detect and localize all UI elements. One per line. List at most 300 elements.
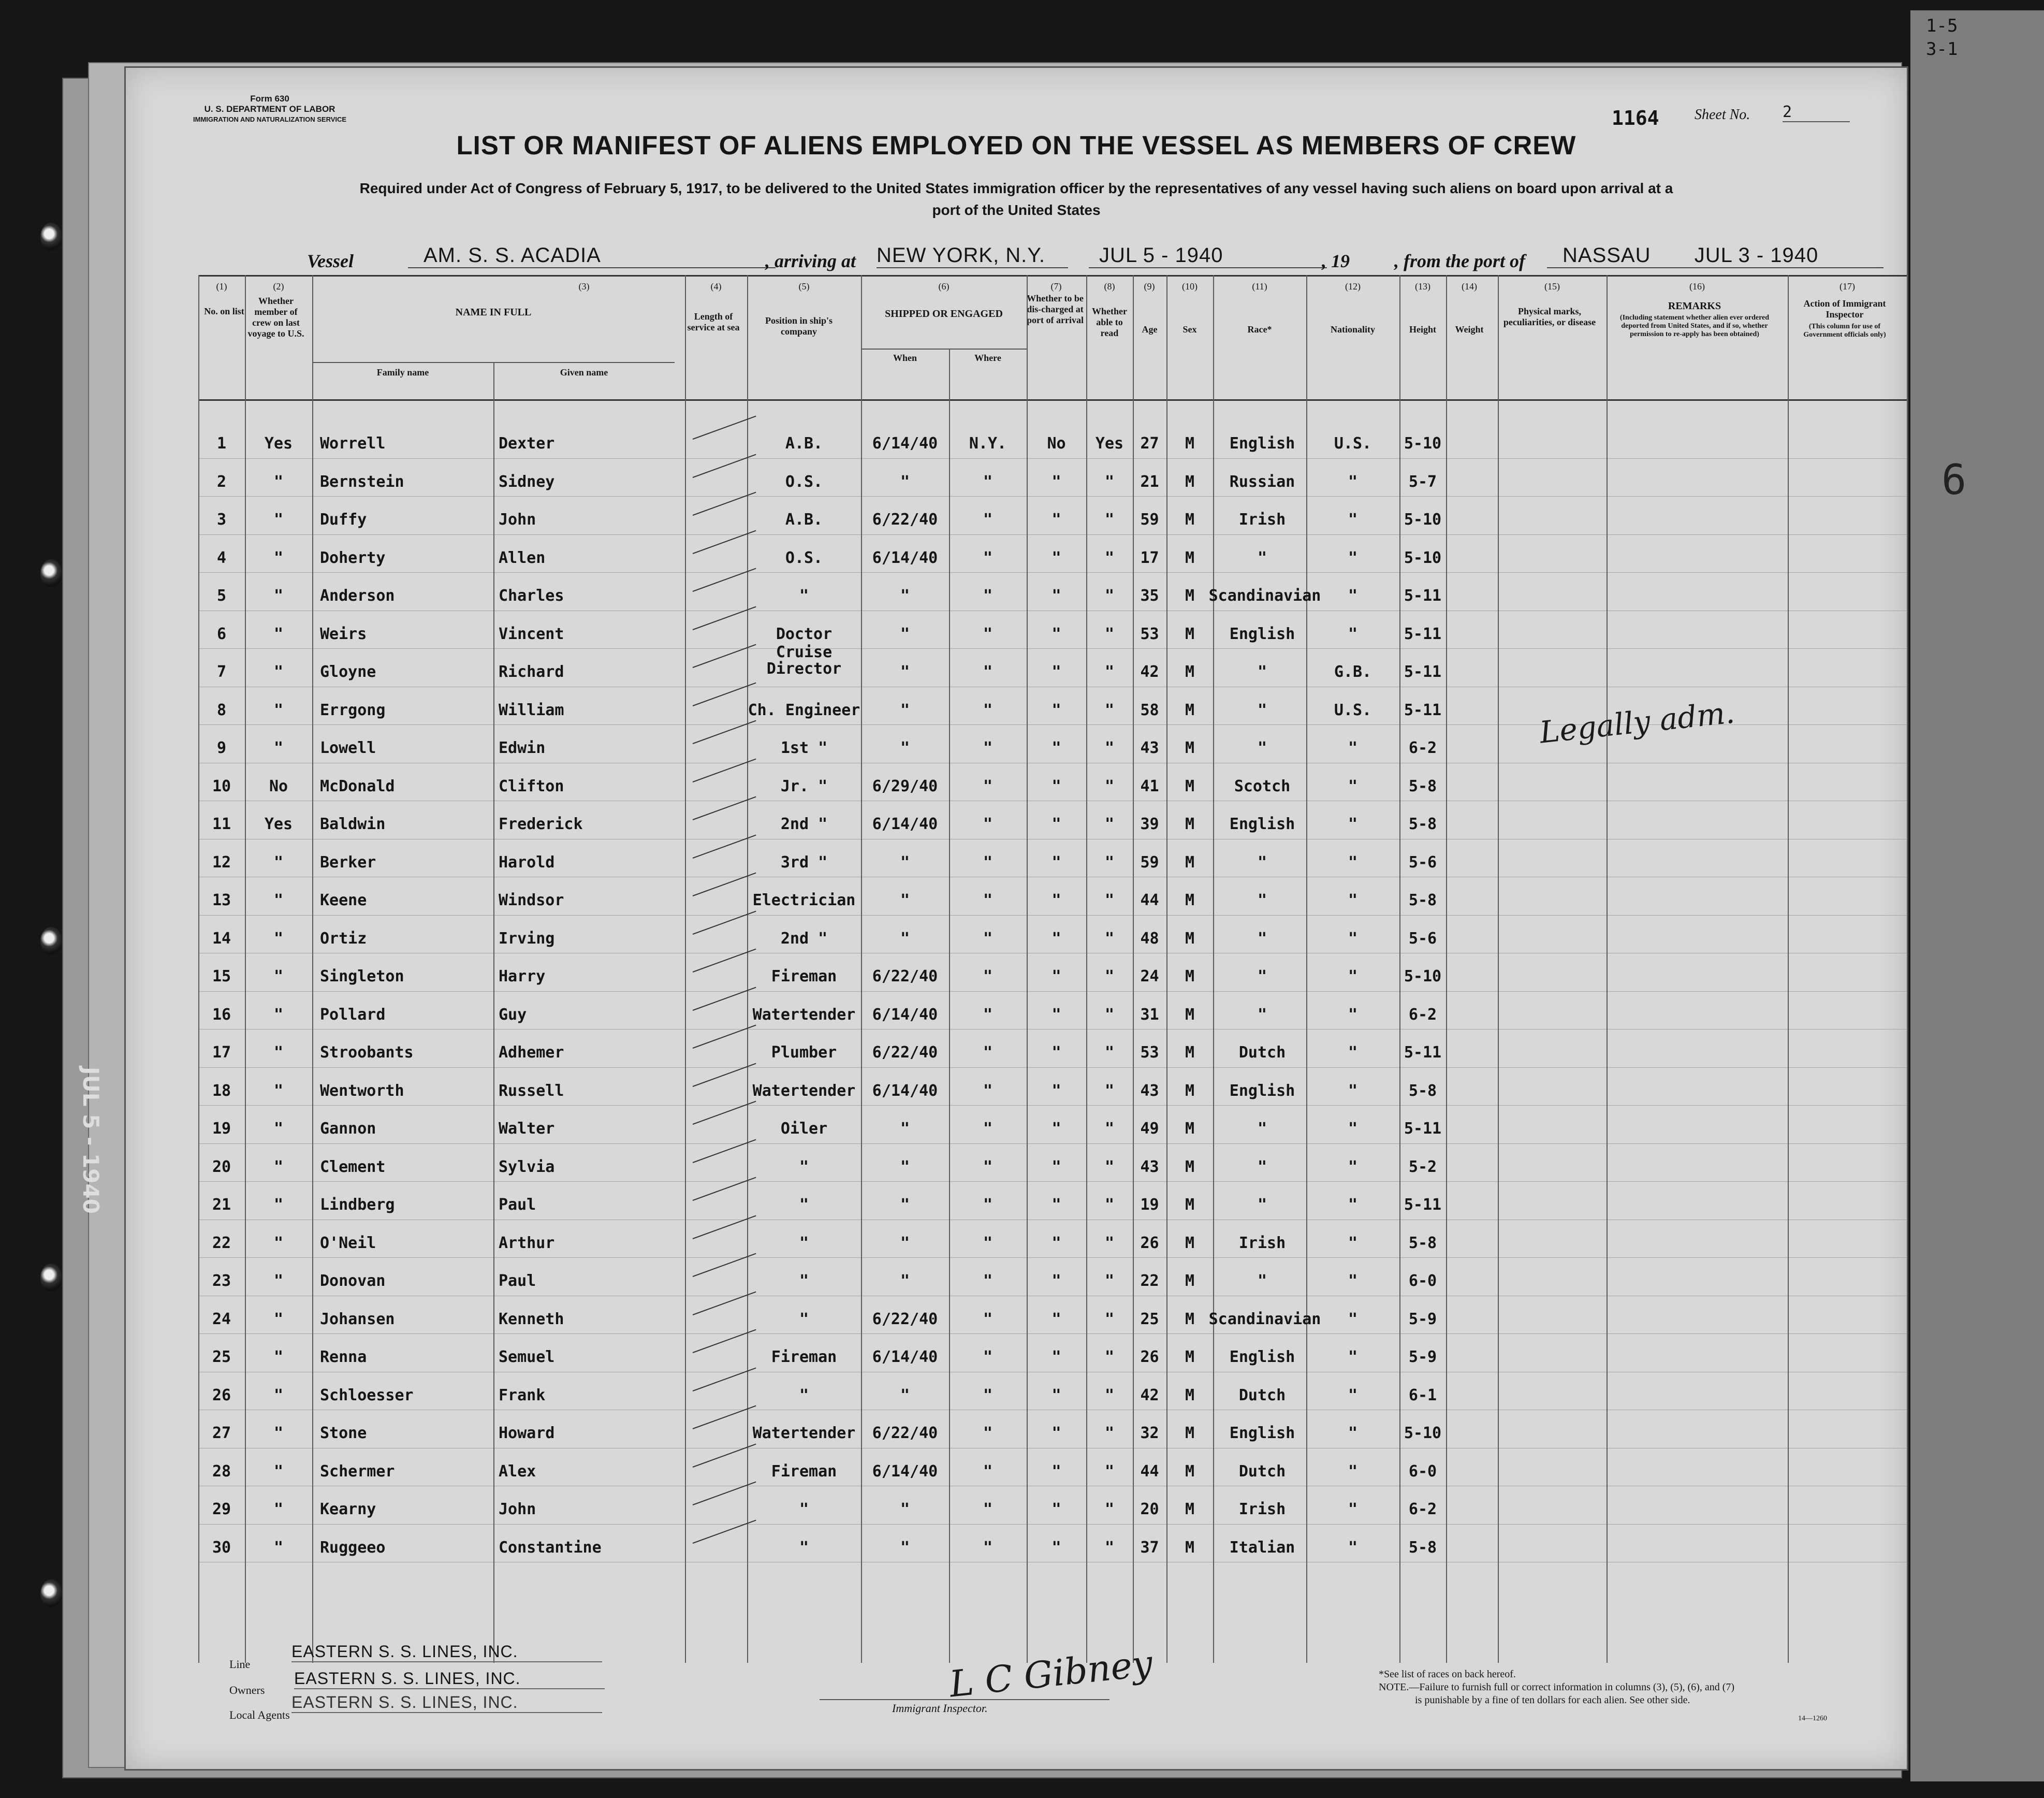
cell-family-name: Ruggeeo: [320, 1538, 386, 1557]
cell-race: ": [1257, 1196, 1267, 1214]
cell-race: English: [1229, 1348, 1295, 1366]
cell-given-name: Russell: [499, 1081, 564, 1100]
cell-last-voyage: ": [273, 1043, 284, 1062]
cell-given-name: Charles: [499, 587, 564, 605]
cell-race: English: [1229, 815, 1295, 833]
cell-race: English: [1229, 1424, 1295, 1442]
cell-list-number: 7: [216, 663, 227, 681]
cell-family-name: Stroobants: [320, 1043, 414, 1062]
cell-position: ": [799, 1310, 809, 1328]
header-physical-marks: Physical marks, peculiarities, or disease: [1503, 306, 1596, 327]
local-agents-value: EASTERN S. S. LINES, INC.: [291, 1693, 602, 1713]
cell-shipped-where: ": [983, 815, 993, 833]
cell-sex: M: [1185, 1120, 1195, 1138]
cell-age: 59: [1140, 511, 1159, 529]
row-rule: [198, 1143, 1907, 1144]
cell-given-name: Sylvia: [499, 1157, 555, 1176]
cell-discharged: ": [1052, 1081, 1061, 1100]
cell-able-to-read: ": [1104, 1005, 1115, 1024]
cell-shipped-when: 6/29/40: [872, 777, 938, 795]
cell-race: Italian: [1229, 1538, 1295, 1557]
cell-nationality: ": [1348, 548, 1358, 567]
cell-age: 19: [1140, 1196, 1159, 1214]
cell-able-to-read: ": [1104, 511, 1115, 529]
cell-discharged: ": [1052, 1043, 1061, 1062]
penalty-note-2: is punishable by a fine of ten dollars for each alien. See other side.: [1415, 1694, 1690, 1706]
cell-shipped-where: ": [983, 1157, 993, 1176]
cell-family-name: Schloesser: [320, 1386, 414, 1404]
sheet-label: Sheet No.: [1695, 107, 1750, 123]
cell-age: 44: [1140, 891, 1159, 909]
cell-position: Plumber: [771, 1043, 837, 1062]
column-number: (11): [1252, 281, 1267, 292]
column-rule: [1907, 275, 1908, 1663]
cell-position: Ch. Engineer: [748, 701, 860, 719]
header-sex: Sex: [1182, 324, 1197, 335]
cell-discharged: ": [1052, 587, 1061, 605]
binder-hole: [40, 223, 62, 251]
cell-race: Irish: [1238, 511, 1286, 529]
cell-sex: M: [1185, 1196, 1195, 1214]
cell-last-voyage: ": [273, 1196, 284, 1214]
cell-family-name: Stone: [320, 1424, 367, 1442]
cell-last-voyage: ": [273, 1538, 284, 1557]
cell-given-name: Richard: [499, 663, 564, 681]
header-where: Where: [974, 353, 1001, 363]
cell-able-to-read: ": [1104, 1043, 1115, 1062]
cell-discharged: ": [1052, 663, 1061, 681]
cell-given-name: Windsor: [499, 891, 564, 909]
cell-shipped-where: ": [983, 1196, 993, 1214]
shipped-sub-rule: [861, 349, 1027, 350]
cell-able-to-read: ": [1104, 853, 1115, 872]
cell-sex: M: [1185, 548, 1195, 567]
cell-able-to-read: ": [1104, 1310, 1115, 1328]
cell-family-name: Renna: [320, 1348, 367, 1366]
cell-sex: M: [1185, 663, 1195, 681]
cell-sex: M: [1185, 1386, 1195, 1404]
cell-nationality: G.B.: [1334, 663, 1372, 681]
cell-family-name: Wentworth: [320, 1081, 404, 1100]
column-rule: [312, 275, 313, 1663]
cell-shipped-where: ": [983, 548, 993, 567]
cell-list-number: 1: [216, 434, 227, 453]
cell-discharged: No: [1047, 434, 1066, 453]
row-rule: [198, 1067, 1907, 1068]
cell-shipped-where: ": [983, 1538, 993, 1557]
cell-age: 31: [1140, 1005, 1159, 1024]
cell-family-name: Worrell: [320, 434, 386, 453]
cell-age: 26: [1140, 1348, 1159, 1366]
cell-shipped-when: 6/14/40: [872, 1462, 938, 1481]
year-label: , 19: [1322, 251, 1350, 271]
cell-able-to-read: ": [1104, 663, 1115, 681]
cell-last-voyage: ": [273, 967, 284, 985]
cell-list-number: 16: [212, 1005, 231, 1024]
column-number: (1): [216, 281, 227, 292]
cell-shipped-where: ": [983, 663, 993, 681]
cell-age: 32: [1140, 1424, 1159, 1442]
cell-given-name: Arthur: [499, 1234, 555, 1252]
local-agents-label: Local Agents: [229, 1708, 290, 1721]
cell-discharged: ": [1052, 1386, 1061, 1404]
cell-age: 21: [1140, 472, 1159, 491]
cell-shipped-when: 6/22/40: [872, 1424, 938, 1442]
column-number: (15): [1544, 281, 1560, 292]
cell-discharged: ": [1052, 1234, 1061, 1252]
cell-list-number: 13: [212, 891, 231, 909]
row-rule: [198, 991, 1907, 992]
cell-list-number: 5: [216, 587, 227, 605]
header-position: Position in ship's company: [765, 315, 833, 337]
cell-last-voyage: ": [273, 1386, 284, 1404]
cell-age: 37: [1140, 1538, 1159, 1557]
column-number: (4): [710, 281, 722, 292]
cell-height: 6-0: [1408, 1462, 1437, 1481]
cell-shipped-when: ": [900, 891, 910, 909]
cell-family-name: Doherty: [320, 548, 386, 567]
cell-shipped-where: ": [983, 853, 993, 872]
cell-shipped-when: ": [900, 472, 910, 491]
column-rule: [493, 362, 494, 1663]
header-inspector-action-sub: (This column for use of Government officials only): [1803, 323, 1886, 339]
cell-last-voyage: ": [273, 701, 284, 719]
cell-sex: M: [1185, 1005, 1195, 1024]
cell-list-number: 18: [212, 1081, 231, 1100]
cell-shipped-where: ": [983, 929, 993, 948]
row-rule: [198, 1333, 1907, 1334]
header-nationality: Nationality: [1330, 324, 1375, 335]
cell-height: 5-11: [1404, 663, 1442, 681]
header-age: Age: [1142, 324, 1158, 335]
margin-note-top-1: 1-5: [1926, 16, 1958, 36]
cell-list-number: 24: [212, 1310, 231, 1328]
column-number: (12): [1345, 281, 1361, 292]
cell-list-number: 29: [212, 1500, 231, 1518]
cell-race: Irish: [1238, 1234, 1286, 1252]
binder-hole: [40, 1264, 62, 1292]
cell-height: 6-0: [1408, 1272, 1437, 1290]
cell-last-voyage: ": [273, 1157, 284, 1176]
cell-sex: M: [1185, 1081, 1195, 1100]
left-received-stamp: JUL 5 - 1940: [78, 1067, 104, 1214]
cell-sex: M: [1185, 815, 1195, 833]
cell-list-number: 26: [212, 1386, 231, 1404]
cell-race: ": [1257, 891, 1267, 909]
cell-age: 42: [1140, 663, 1159, 681]
cell-age: 22: [1140, 1272, 1159, 1290]
header-when: When: [893, 353, 917, 363]
manifest-page: [124, 66, 1908, 1771]
column-number: (9): [1144, 281, 1155, 292]
cell-race: English: [1229, 625, 1295, 643]
cell-sex: M: [1185, 1424, 1195, 1442]
cell-last-voyage: ": [273, 1272, 284, 1290]
cell-position: O.S.: [785, 548, 823, 567]
cell-able-to-read: Yes: [1095, 434, 1124, 453]
cell-position: O.S.: [785, 472, 823, 491]
departure-date: JUL 3 - 1940: [1694, 244, 1819, 267]
cell-age: 17: [1140, 548, 1159, 567]
cell-nationality: ": [1348, 777, 1358, 795]
line-label: Line: [229, 1658, 251, 1671]
cell-shipped-when: ": [900, 1120, 910, 1138]
cell-nationality: U.S.: [1334, 434, 1372, 453]
header-bottom-rule: [198, 399, 1907, 401]
cell-last-voyage: ": [273, 472, 284, 491]
cell-list-number: 15: [212, 967, 231, 985]
cell-height: 5-11: [1404, 1120, 1442, 1138]
cell-given-name: Vincent: [499, 625, 564, 643]
cell-able-to-read: ": [1104, 1272, 1115, 1290]
cell-nationality: ": [1348, 1538, 1358, 1557]
cell-family-name: Singleton: [320, 967, 404, 985]
cell-able-to-read: ": [1104, 587, 1115, 605]
cell-list-number: 10: [212, 777, 231, 795]
cell-given-name: Paul: [499, 1272, 536, 1290]
cell-able-to-read: ": [1104, 1120, 1115, 1138]
cell-list-number: 25: [212, 1348, 231, 1366]
cell-given-name: Frank: [499, 1386, 546, 1404]
vessel-name: AM. S. S. ACADIA: [408, 244, 776, 268]
cell-race: ": [1257, 929, 1267, 948]
cell-shipped-when: ": [900, 1272, 910, 1290]
subtitle-line-2: port of the United States: [932, 202, 1101, 218]
cell-sex: M: [1185, 1272, 1195, 1290]
cell-discharged: ": [1052, 1005, 1061, 1024]
cell-sex: M: [1185, 1234, 1195, 1252]
cell-family-name: Anderson: [320, 587, 395, 605]
cell-last-voyage: ": [273, 853, 284, 872]
column-rule: [685, 275, 686, 1663]
cell-age: 43: [1140, 1081, 1159, 1100]
cell-shipped-where: ": [983, 967, 993, 985]
cell-position: Doctor: [776, 625, 833, 643]
cell-family-name: Lindberg: [320, 1196, 395, 1214]
cell-nationality: ": [1348, 1386, 1358, 1404]
cell-last-voyage: ": [273, 1081, 284, 1100]
cell-sex: M: [1185, 739, 1195, 757]
header-list-number: No. on list: [204, 306, 244, 316]
cell-sex: M: [1185, 1310, 1195, 1328]
cell-age: 24: [1140, 967, 1159, 985]
sheet-number: 2: [1783, 103, 1850, 122]
cell-shipped-when: ": [900, 1538, 910, 1557]
cell-sex: M: [1185, 853, 1195, 872]
cell-last-voyage: ": [273, 1424, 284, 1442]
header-shipped-engaged: SHIPPED OR ENGAGED: [885, 308, 1003, 320]
cell-given-name: Walter: [499, 1120, 555, 1138]
cell-able-to-read: ": [1104, 815, 1115, 833]
cell-able-to-read: ": [1104, 1386, 1115, 1404]
cell-position: Watertender: [752, 1424, 856, 1442]
cell-able-to-read: ": [1104, 701, 1115, 719]
cell-race: ": [1257, 663, 1267, 681]
cell-height: 5-10: [1404, 511, 1442, 529]
cell-last-voyage: ": [273, 511, 284, 529]
cell-height: 5-8: [1408, 815, 1437, 833]
cell-discharged: ": [1052, 1310, 1061, 1328]
cell-last-voyage: ": [273, 587, 284, 605]
cell-age: 25: [1140, 1310, 1159, 1328]
cell-shipped-where: ": [983, 1386, 993, 1404]
column-number: (16): [1689, 281, 1705, 292]
cell-able-to-read: ": [1104, 1234, 1115, 1252]
cell-family-name: Kearny: [320, 1500, 376, 1518]
cell-list-number: 21: [212, 1196, 231, 1214]
row-rule: [198, 1257, 1907, 1258]
header-name-in-full: NAME IN FULL: [455, 307, 532, 318]
binder-hole: [40, 1579, 62, 1607]
cell-position: ": [799, 1500, 809, 1518]
cell-position: ": [799, 1386, 809, 1404]
cell-position: ": [799, 587, 809, 605]
cell-given-name: John: [499, 1500, 536, 1518]
cell-height: 5-11: [1404, 587, 1442, 605]
cell-given-name: Howard: [499, 1424, 555, 1442]
cell-race: English: [1229, 434, 1295, 453]
cell-last-voyage: ": [273, 1120, 284, 1138]
cell-discharged: ": [1052, 1272, 1061, 1290]
cell-discharged: ": [1052, 967, 1061, 985]
cell-family-name: Duffy: [320, 511, 367, 529]
cell-position: A.B.: [785, 434, 823, 453]
cell-shipped-where: ": [983, 1005, 993, 1024]
cell-given-name: Frederick: [499, 815, 583, 833]
cell-nationality: ": [1348, 853, 1358, 872]
cell-shipped-where: ": [983, 891, 993, 909]
cell-position: A.B.: [785, 511, 823, 529]
cell-discharged: ": [1052, 701, 1061, 719]
cell-height: 5-11: [1404, 625, 1442, 643]
table-top-rule: [198, 275, 1907, 277]
cell-discharged: ": [1052, 1120, 1061, 1138]
row-rule: [198, 915, 1907, 916]
cell-shipped-when: ": [900, 625, 910, 643]
cell-nationality: ": [1348, 587, 1358, 605]
cell-family-name: McDonald: [320, 777, 395, 795]
cell-discharged: ": [1052, 511, 1061, 529]
cell-age: 20: [1140, 1500, 1159, 1518]
cell-sex: M: [1185, 1348, 1195, 1366]
handwritten-remark: Legally adm.: [1538, 694, 1736, 750]
cell-height: 5-6: [1408, 853, 1437, 872]
cell-shipped-where: ": [983, 1043, 993, 1062]
cell-height: 6-2: [1408, 1005, 1437, 1024]
cell-list-number: 8: [216, 701, 227, 719]
cell-last-voyage: ": [273, 739, 284, 757]
cell-shipped-when: 6/14/40: [872, 815, 938, 833]
cell-given-name: Harry: [499, 967, 546, 985]
cell-last-voyage: ": [273, 1500, 284, 1518]
cell-shipped-when: ": [900, 1157, 910, 1176]
cell-race: ": [1257, 1157, 1267, 1176]
print-code: 14—1260: [1798, 1715, 1827, 1722]
cell-height: 6-2: [1408, 739, 1437, 757]
cell-shipped-where: ": [983, 1234, 993, 1252]
cell-able-to-read: ": [1104, 1424, 1115, 1442]
cell-family-name: Schermer: [320, 1462, 395, 1481]
cell-shipped-when: ": [900, 739, 910, 757]
cell-shipped-when: 6/14/40: [872, 1081, 938, 1100]
row-rule: [198, 1105, 1907, 1106]
cell-given-name: Sidney: [499, 472, 555, 491]
cell-shipped-when: ": [900, 929, 910, 948]
cell-family-name: Johansen: [320, 1310, 395, 1328]
cell-family-name: Ortiz: [320, 929, 367, 948]
signature-line: [820, 1699, 1109, 1700]
cell-nationality: ": [1348, 967, 1358, 985]
cell-discharged: ": [1052, 739, 1061, 757]
cell-sex: M: [1185, 701, 1195, 719]
column-number: (6): [938, 281, 950, 292]
cell-nationality: ": [1348, 1234, 1358, 1252]
cell-last-voyage: ": [273, 1310, 284, 1328]
cell-race: ": [1257, 701, 1267, 719]
cell-shipped-where: ": [983, 1120, 993, 1138]
cell-family-name: Keene: [320, 891, 367, 909]
cell-age: 43: [1140, 1157, 1159, 1176]
line-value: EASTERN S. S. LINES, INC.: [291, 1642, 602, 1662]
cell-shipped-where: ": [983, 777, 993, 795]
cell-family-name: Weirs: [320, 625, 367, 643]
cell-nationality: ": [1348, 815, 1358, 833]
cell-list-number: 20: [212, 1157, 231, 1176]
row-rule: [198, 458, 1907, 459]
service-name: IMMIGRATION AND NATURALIZATION SERVICE: [193, 115, 347, 123]
cell-nationality: ": [1348, 1196, 1358, 1214]
cell-sex: M: [1185, 1538, 1195, 1557]
cell-sex: M: [1185, 625, 1195, 643]
cell-nationality: ": [1348, 1500, 1358, 1518]
cell-age: 59: [1140, 853, 1159, 872]
cell-given-name: John: [499, 511, 536, 529]
cell-able-to-read: ": [1104, 891, 1115, 909]
cell-given-name: Adhemer: [499, 1043, 564, 1062]
cell-height: 5-11: [1404, 1196, 1442, 1214]
cell-list-number: 9: [216, 739, 227, 757]
cell-height: 5-8: [1408, 1538, 1437, 1557]
margin-note-top-2: 3-1: [1926, 39, 1958, 60]
cell-sex: M: [1185, 1462, 1195, 1481]
cell-list-number: 14: [212, 929, 231, 948]
cell-discharged: ": [1052, 1196, 1061, 1214]
cell-shipped-where: ": [983, 511, 993, 529]
cell-sex: M: [1185, 1043, 1195, 1062]
cell-shipped-when: 6/14/40: [872, 1348, 938, 1366]
cell-position: Fireman: [771, 967, 837, 985]
cell-shipped-when: 6/22/40: [872, 511, 938, 529]
cell-height: 5-11: [1404, 1043, 1442, 1062]
cell-shipped-when: ": [900, 1234, 910, 1252]
cell-sex: M: [1185, 777, 1195, 795]
cell-nationality: ": [1348, 1462, 1358, 1481]
cell-height: 5-9: [1408, 1348, 1437, 1366]
cell-last-voyage: ": [273, 1234, 284, 1252]
row-rule: [198, 496, 1907, 497]
cell-shipped-when: 6/22/40: [872, 1310, 938, 1328]
cell-height: 5-8: [1408, 891, 1437, 909]
penalty-note: NOTE.—Failure to furnish full or correct information in columns (3), (5), (6), and (7): [1379, 1681, 1735, 1693]
cell-shipped-when: 6/14/40: [872, 434, 938, 453]
cell-discharged: ": [1052, 625, 1061, 643]
cell-race: ": [1257, 548, 1267, 567]
header-length-of-service: Length of service at sea: [687, 311, 740, 332]
owners-label: Owners: [229, 1684, 265, 1697]
cell-height: 5-2: [1408, 1157, 1437, 1176]
row-rule: [198, 1029, 1907, 1030]
cell-age: 49: [1140, 1120, 1159, 1138]
